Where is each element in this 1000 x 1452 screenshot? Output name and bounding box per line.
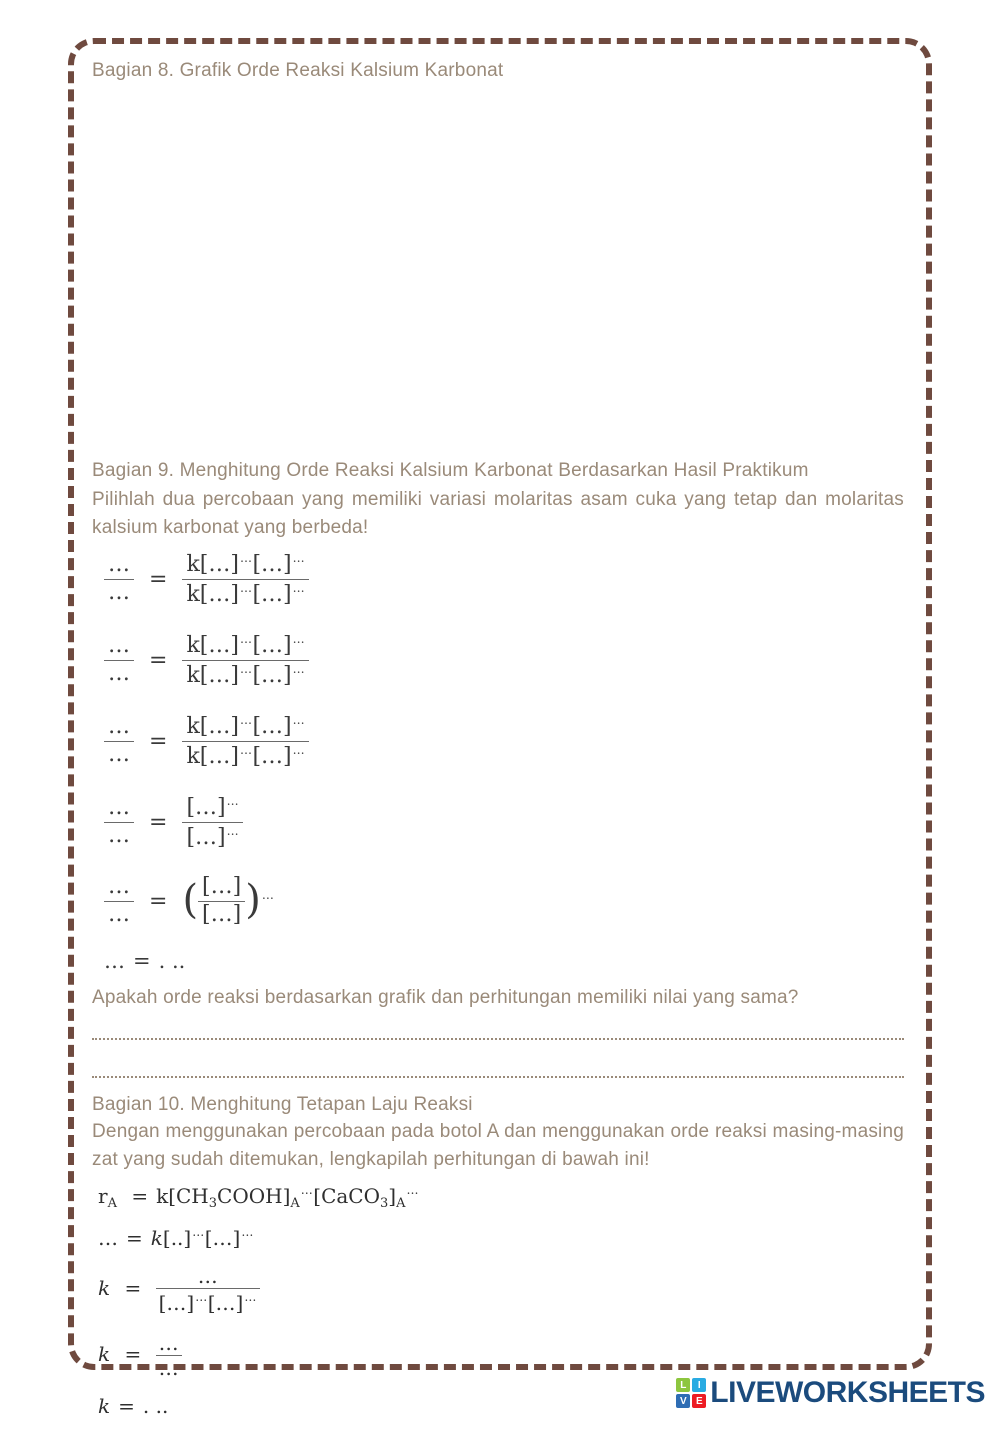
concentration-blank: […] — [199, 582, 239, 607]
fraction-numerator — [182, 550, 309, 579]
fraction-numerator: … — [108, 874, 130, 899]
concentration-blank: […] — [252, 552, 292, 577]
rate-constant: k — [156, 1184, 169, 1208]
rate-law-fraction — [182, 712, 309, 771]
bottle-subscript: A — [290, 1196, 300, 1211]
concentration-blank: […] — [252, 663, 292, 688]
concentration-blank: […] — [186, 825, 226, 850]
order-exponent-blank: … — [239, 632, 253, 646]
fraction-numerator: … — [158, 1331, 179, 1355]
concentration-ratio-fraction — [198, 874, 245, 929]
equals-sign: = — [149, 728, 168, 754]
order-exponent-blank: … — [226, 794, 240, 808]
equals-sign: = — [149, 809, 168, 835]
rate-blank: … — [98, 1226, 118, 1250]
answer-line-1[interactable] — [92, 1028, 904, 1040]
rate-constant: k — [186, 663, 200, 688]
rate-constant: k — [186, 552, 200, 577]
formula-simplified — [104, 793, 904, 852]
fraction-denominator: … — [104, 901, 134, 929]
rate-law-fraction — [182, 631, 309, 690]
fraction-denominator — [182, 660, 309, 690]
k-fraction — [156, 1331, 182, 1380]
k-value-blank: . .. — [142, 1394, 169, 1418]
rate-constant: k — [98, 1342, 111, 1366]
fraction-numerator — [182, 631, 309, 660]
section8-title: Bagian 8. Grafik Orde Reaksi Kalsium Karbonat — [92, 60, 504, 81]
graph-empty-space — [92, 84, 904, 458]
concentration-blank: […] — [252, 633, 292, 658]
fraction-numerator — [182, 712, 309, 741]
order-exponent-blank: … — [226, 824, 240, 838]
order-exponent-blank: … — [300, 1183, 314, 1197]
fraction-denominator — [182, 579, 309, 609]
rate-constant: k — [150, 1226, 163, 1250]
concentration-blank: […] — [252, 582, 292, 607]
section9-title: Bagian 9. Menghitung Orde Reaksi Kalsium Karbonat Berdasarkan Hasil Praktikum — [92, 460, 809, 481]
section10-title: Bagian 10. Menghitung Tetapan Laju Reaksi — [92, 1094, 473, 1115]
order-result-line — [104, 951, 904, 972]
fraction-denominator — [182, 822, 243, 852]
subscript-3: 3 — [208, 1196, 218, 1211]
order-exponent-blank: … — [292, 713, 306, 727]
concentration-blank: […] — [252, 714, 292, 739]
order-blank: … — [104, 949, 125, 973]
equals-sign: = — [149, 566, 168, 592]
rate-law-fraction — [182, 550, 309, 609]
fraction-numerator: … — [108, 795, 130, 820]
logo-letter: I — [697, 1379, 701, 1391]
order-exponent-blank: … — [241, 1225, 254, 1239]
fraction-denominator — [182, 741, 309, 771]
section10-formulas — [98, 1184, 904, 1416]
concentration-blank: […] — [199, 744, 239, 769]
answer-line-2[interactable] — [92, 1066, 904, 1078]
k-result-line — [98, 1396, 904, 1416]
order-exponent-blank: … — [239, 581, 253, 595]
fraction-numerator: … — [108, 552, 130, 577]
fraction-denominator: … — [104, 741, 134, 769]
concentration-blank: […] — [199, 633, 239, 658]
order-exponent-blank: … — [292, 662, 306, 676]
fraction-numerator — [182, 793, 243, 822]
rate-constant: k — [98, 1276, 111, 1300]
order-exponent-blank: … — [406, 1183, 419, 1197]
formula-power — [104, 874, 904, 929]
equals-sign: = — [126, 1226, 143, 1250]
order-exponent-blank: … — [261, 887, 275, 902]
concentration-blank: [..] — [162, 1226, 192, 1250]
rate-ratio-fraction — [104, 633, 134, 688]
equals-sign: = — [133, 949, 151, 973]
substitution-line — [98, 1226, 904, 1248]
fraction-denominator: … — [104, 822, 134, 850]
order-exponent-blank: … — [195, 1290, 208, 1304]
acetic-acid-bracket: COOH] — [217, 1184, 291, 1208]
formula-ratio-1 — [104, 550, 904, 609]
equals-sign: = — [131, 1184, 149, 1208]
section10-instruction: Dengan menggunakan percobaan pada botol A dan menggunakan orde reaksi masing-masing zat yang sudah ditemukan, lengkapilah perhitungan di bawah ini! — [92, 1121, 904, 1170]
k-ratio-line — [98, 1331, 904, 1380]
logo-letter: L — [680, 1379, 687, 1391]
order-exponent-blank: … — [292, 551, 306, 565]
order-exponent-blank: … — [244, 1290, 257, 1304]
calcium-carbonate-bracket: [CaCO — [313, 1184, 380, 1208]
rate-constant: k — [186, 633, 200, 658]
rate-constant: k — [186, 714, 200, 739]
concentration-blank: […] — [204, 1226, 241, 1250]
rate-ratio-fraction — [104, 795, 134, 850]
concentration-blank: […] — [199, 552, 239, 577]
fraction-numerator: […] — [202, 874, 242, 899]
section9-instruction: Pilihlah dua percobaan yang memiliki variasi molaritas asam cuka yang tetap dan molaritas kalsium karbonat yang berbeda! — [92, 489, 904, 538]
order-exponent-blank: … — [292, 632, 306, 646]
acetic-acid-bracket: [CH — [168, 1184, 209, 1208]
equals-sign: = — [149, 647, 168, 673]
concentration-blank: […] — [252, 744, 292, 769]
order-exponent-blank: … — [292, 581, 306, 595]
order-exponent-blank: … — [192, 1225, 205, 1239]
fraction-denominator: … — [104, 660, 134, 688]
section9-question: Apakah orde reaksi berdasarkan grafik dan perhitungan memiliki nilai yang sama? — [92, 987, 799, 1008]
order-value-blank: . .. — [158, 949, 186, 973]
concentration-blank: […] — [199, 714, 239, 739]
equals-sign: = — [118, 1394, 135, 1418]
equals-sign: = — [124, 1276, 142, 1300]
equals-sign: = — [149, 888, 168, 914]
formula-ratio-3 — [104, 712, 904, 771]
fraction-denominator: … — [104, 579, 134, 607]
order-exponent-blank: … — [239, 551, 253, 565]
rate-ratio-fraction — [104, 874, 134, 929]
fraction-numerator: … — [197, 1264, 218, 1288]
fraction-numerator: … — [108, 714, 130, 739]
k-fraction — [156, 1264, 260, 1315]
logo-letter: V — [679, 1395, 687, 1407]
rate-ratio-fraction — [104, 552, 134, 607]
fraction-numerator: … — [108, 633, 130, 658]
order-exponent-blank: … — [239, 743, 253, 757]
equals-sign: = — [124, 1342, 142, 1366]
order-exponent-blank: … — [292, 743, 306, 757]
fraction-denominator — [156, 1288, 260, 1315]
rate-symbol: r — [98, 1184, 108, 1208]
concentration-blank: […] — [207, 1291, 244, 1315]
bottle-subscript: A — [107, 1196, 117, 1211]
concentration-blank: […] — [199, 663, 239, 688]
k-isolation-line — [98, 1264, 904, 1315]
liveworksheets-wordmark: LIVEWORKSHEETS — [710, 1376, 985, 1409]
rate-law-equation — [98, 1184, 904, 1210]
formula-ratio-2 — [104, 631, 904, 690]
fraction-denominator: … — [156, 1355, 182, 1380]
rate-constant: k — [186, 582, 200, 607]
concentration-ratio-fraction — [182, 793, 243, 852]
order-exponent-blank: … — [239, 713, 253, 727]
fraction-denominator: […] — [198, 901, 245, 929]
calcium-carbonate-bracket: ] — [388, 1184, 397, 1208]
concentration-blank: […] — [158, 1291, 195, 1315]
concentration-blank: […] — [186, 795, 226, 820]
logo-letter: E — [695, 1395, 703, 1407]
right-parenthesis: ) — [245, 876, 261, 923]
order-exponent-blank: … — [239, 662, 253, 676]
section9-formulas — [104, 550, 904, 972]
left-parenthesis: ( — [182, 876, 199, 923]
rate-constant: k — [186, 744, 200, 769]
bottle-subscript: A — [396, 1196, 406, 1211]
subscript-3: 3 — [380, 1196, 389, 1211]
rate-ratio-fraction — [104, 714, 134, 769]
rate-constant: k — [98, 1394, 111, 1418]
